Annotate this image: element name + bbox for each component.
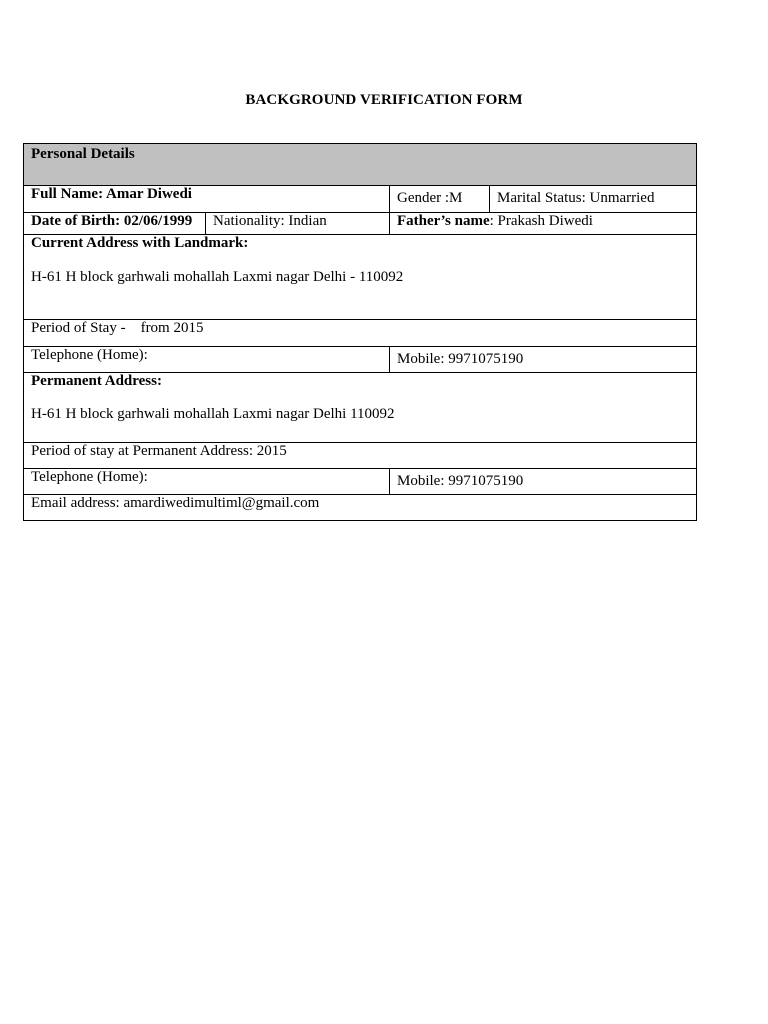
nationality: Nationality: Indian: [213, 213, 327, 229]
current-address-label: Current Address with Landmark:: [31, 235, 249, 251]
telephone-home-cell-2: [24, 469, 389, 494]
permanent-address-label: Permanent Address:: [31, 373, 162, 389]
permanent-address: H-61 H block garhwali mohallah Laxmi nagar Delhi 110092: [31, 406, 395, 422]
father-name-cell: [389, 213, 696, 234]
email-address: Email address: amardiwedimultiml@gmail.com: [31, 495, 320, 511]
section-header-row: [24, 144, 696, 186]
period-of-stay-permanent: Period of stay at Permanent Address: 2015: [31, 443, 287, 459]
mobile-cell: [389, 347, 696, 372]
father-name-value: : Prakash Diwedi: [489, 213, 593, 229]
contact-row-current: [24, 347, 696, 373]
mobile: Mobile: 9971075190: [397, 351, 524, 367]
mobile-2: Mobile: 9971075190: [397, 473, 524, 489]
period-of-stay: Period of Stay - from 2015: [31, 320, 204, 336]
dob-row: [24, 213, 696, 235]
section-header: Personal Details: [31, 146, 135, 162]
full-name: Full Name: Amar Diwedi: [31, 186, 192, 202]
telephone-home-cell: [24, 347, 389, 372]
period-of-stay-row: [24, 320, 696, 347]
form-title: BACKGROUND VERIFICATION FORM: [245, 92, 523, 108]
nationality-cell: [205, 213, 389, 234]
mobile-cell-2: [389, 469, 696, 494]
dob-cell: [24, 213, 205, 234]
name-row: [24, 186, 696, 213]
father-name-line: [397, 213, 593, 230]
permanent-stay-row: [24, 443, 696, 469]
telephone-home: Telephone (Home):: [31, 347, 148, 363]
marital-status-cell: [489, 186, 696, 212]
verification-form-table: [23, 143, 697, 521]
permanent-address-row: [24, 373, 696, 443]
gender: Gender :M: [397, 190, 463, 206]
email-row: [24, 495, 696, 520]
father-name-label: Father’s name: [397, 213, 490, 229]
current-address: H-61 H block garhwali mohallah Laxmi nagar Delhi - 110092: [31, 269, 404, 285]
contact-row-permanent: [24, 469, 696, 495]
marital-status: Marital Status: Unmarried: [497, 190, 655, 206]
date-of-birth: Date of Birth: 02/06/1999: [31, 213, 193, 229]
full-name-cell: [24, 186, 389, 212]
telephone-home-2: Telephone (Home):: [31, 469, 148, 485]
current-address-row: [24, 235, 696, 320]
gender-cell: [389, 186, 489, 212]
